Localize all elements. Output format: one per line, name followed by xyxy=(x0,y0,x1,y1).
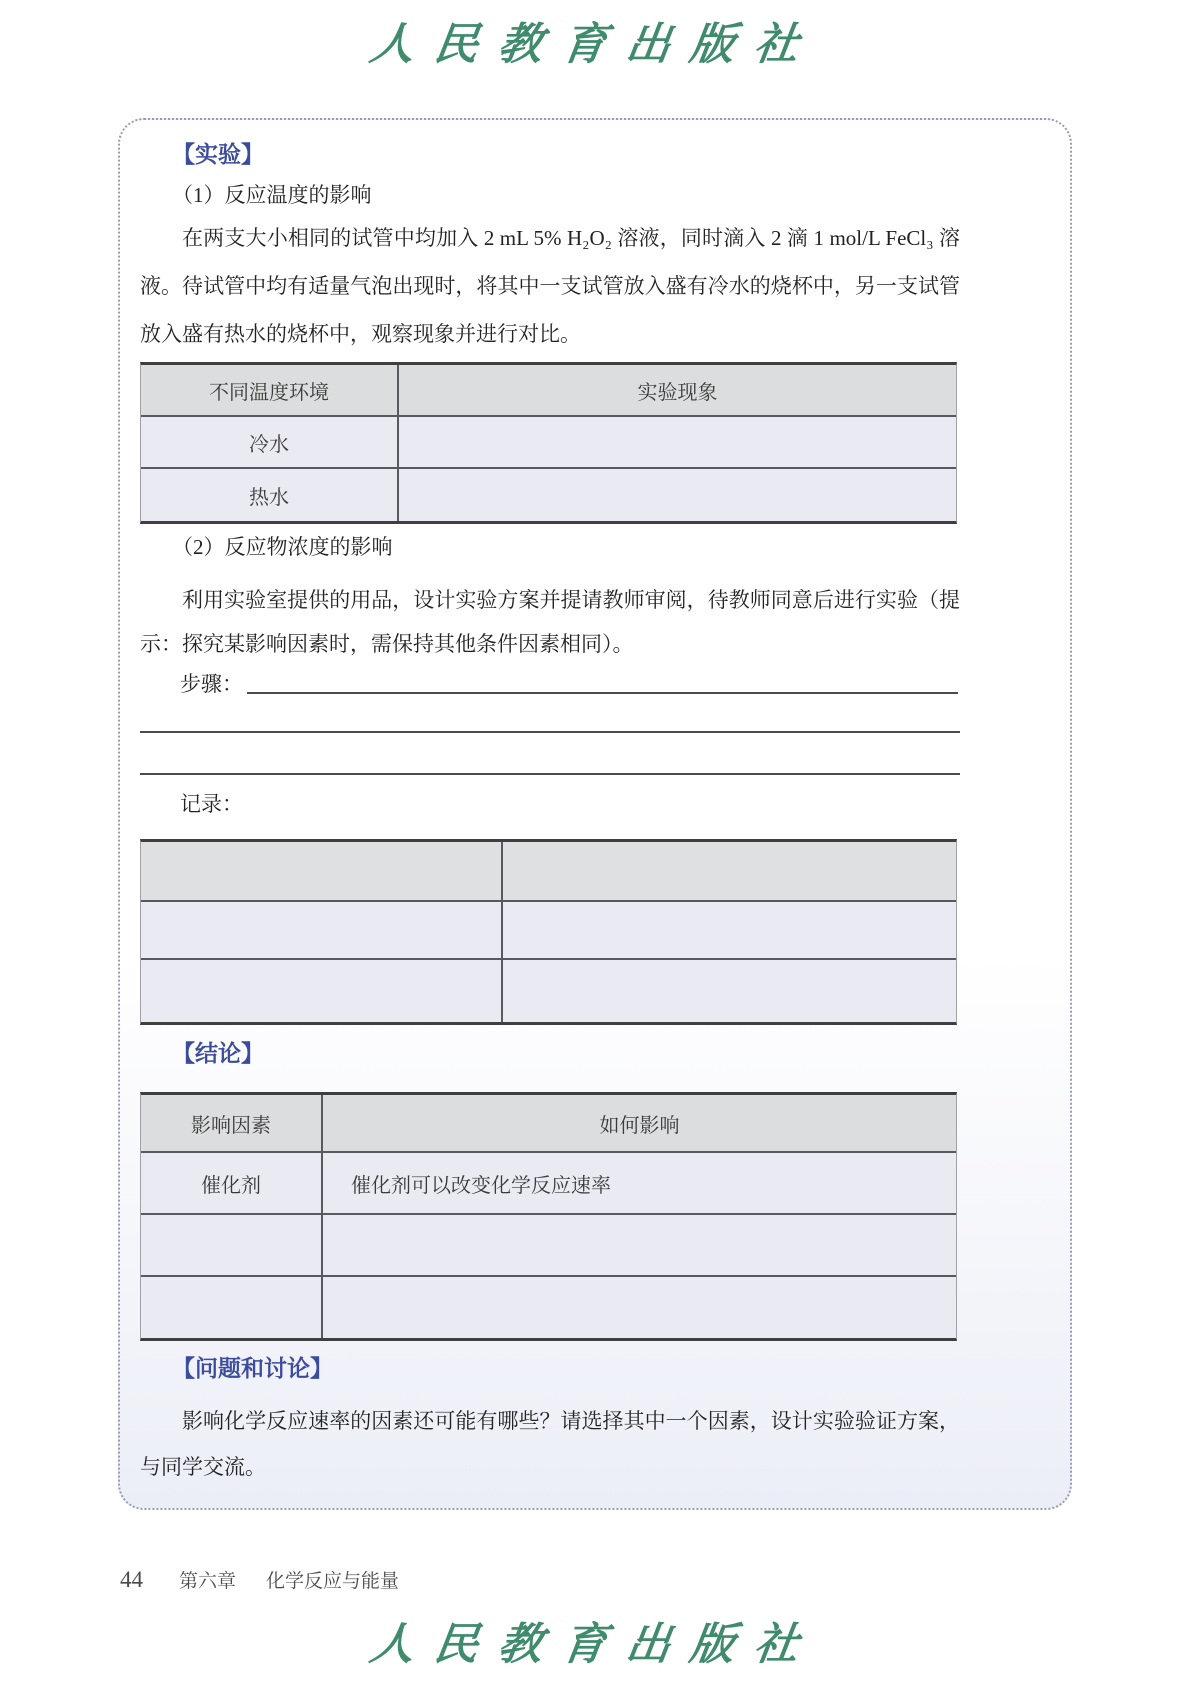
record-row xyxy=(141,960,956,1022)
page-number: 44 xyxy=(120,1567,143,1592)
factor-cell xyxy=(141,1277,323,1338)
steps-line xyxy=(180,666,958,700)
header-cell-observation: 实验现象 xyxy=(399,365,956,415)
steps-label: 步骤： xyxy=(180,672,243,696)
discussion-paragraph: 影响化学反应速率的因素还可能有哪些？请选择其中一个因素，设计实验验证方案，与同学交流。 xyxy=(140,1409,960,1479)
steps-blank-rule xyxy=(247,692,958,694)
part1-title: （1）反应温度的影响 xyxy=(172,183,372,207)
record-cell xyxy=(141,842,503,900)
temperature-table xyxy=(140,362,957,524)
table-header-row xyxy=(141,1095,956,1153)
part1-paragraph: 在两支大小相同的试管中均加入 2 mL 5% H₂O₂ 溶液，同时滴入 2 滴 1 mol/L FeCl₃ 溶液。待试管中均有适量气泡出现时，将其中一支试管放入盛有冷水的烧杯中，另一支试管放入盛有热水的烧杯中，观察现象并进行对比。 xyxy=(140,226,960,346)
record-cell xyxy=(141,960,503,1022)
table-row xyxy=(141,1277,956,1338)
experiment-heading: 【实验】 xyxy=(172,141,264,167)
table-row xyxy=(141,417,956,469)
factor-cell xyxy=(141,1215,323,1275)
effect-cell xyxy=(323,1277,956,1338)
discussion-heading: 【问题和讨论】 xyxy=(172,1355,333,1381)
record-label: 记录： xyxy=(180,792,243,816)
record-cell xyxy=(503,842,956,900)
observation-cell xyxy=(399,417,956,467)
experiment-panel xyxy=(118,118,1072,1510)
header-cell-condition: 不同温度环境 xyxy=(141,365,399,415)
table-header-row xyxy=(141,365,956,417)
blank-write-line xyxy=(140,773,960,775)
record-cell xyxy=(141,902,503,958)
table-row xyxy=(141,1153,956,1215)
publisher-logo-top: 人民教育出版社 xyxy=(366,19,822,70)
publisher-logo-bottom: 人民教育出版社 xyxy=(366,1619,822,1670)
part2-paragraph: 利用实验室提供的用品，设计实验方案并提请教师审阅，待教师同意后进行实验（提示：探究某影响因素时，需保持其他条件因素相同）。 xyxy=(140,588,960,656)
observation-cell xyxy=(399,469,956,521)
header-cell-factor: 影响因素 xyxy=(141,1095,323,1151)
part2-title: （2）反应物浓度的影响 xyxy=(172,535,393,559)
chapter-title: 化学反应与能量 xyxy=(266,1571,400,1592)
table-row xyxy=(141,469,956,521)
effect-cell: 催化剂可以改变化学反应速率 xyxy=(323,1153,956,1213)
condition-cell: 冷水 xyxy=(141,417,399,467)
record-row xyxy=(141,842,956,902)
factor-cell: 催化剂 xyxy=(141,1153,323,1213)
record-cell xyxy=(503,902,956,958)
record-row xyxy=(141,902,956,960)
header-cell-effect: 如何影响 xyxy=(323,1095,956,1151)
table-row xyxy=(141,1215,956,1277)
record-table xyxy=(140,839,957,1025)
chapter-label: 第六章 xyxy=(179,1571,237,1592)
page-footer xyxy=(120,1566,399,1593)
record-cell xyxy=(503,960,956,1022)
condition-cell: 热水 xyxy=(141,469,399,521)
conclusion-table xyxy=(140,1092,957,1341)
conclusion-heading: 【结论】 xyxy=(172,1040,264,1066)
effect-cell xyxy=(323,1215,956,1275)
blank-write-line xyxy=(140,731,960,733)
